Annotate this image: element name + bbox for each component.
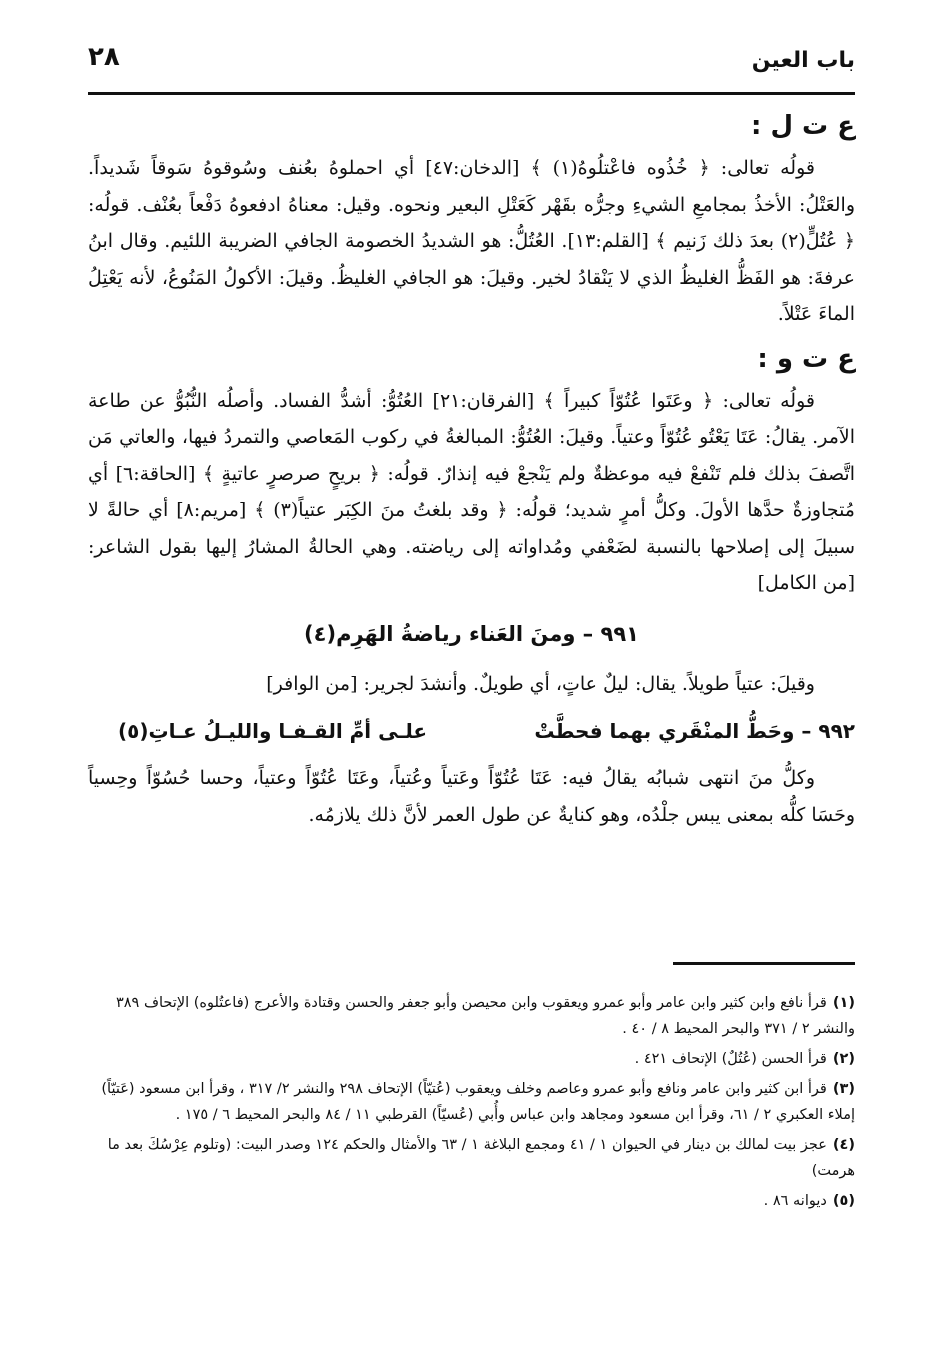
page-body (88, 100, 855, 833)
entry-paragraph-atl: قولُه تعالى: ﴿ خُذُوه فاعْتلُوهُ(١) ﴾ [الدخان:٤٧] أي احملوهُ بعُنف وسُوقوهُ سَوقاً شَديداً. والعَتْلُ: الأخذُ بمجامعِ الشيءِ وجرُّه بقَهْر كَعَتْلِ البعير ونحوه. وقيل: معناهُ ادفعوهُ دَفْعاً بعُنْف. قولُه: ﴿ عُتُلٍّ(٢) بعدَ ذلك زَنيم ﴾ [القلم:١٣]. العُتُلُّ: هو الشديدُ الخصومة الجافي الضريبة اللئيم. وقال ابنُ عرفةَ: هو الفَظُّ الغليظُ الذي لا يَنْقادُ لخير. وقيلَ: هو الجافي الغليظُ. وقيلَ: الأكولُ المَنُوعُ، لأنه يَعْتِلُ الماءَ عَتْلاً. (88, 157, 856, 325)
verse-991: ٩٩١ – ومنَ العَناء رياضةُ الهَرِم(٤) (304, 621, 639, 646)
verse-992 (88, 706, 855, 756)
footnote-text: قرأ الحسن (عُتُلٌ) الإتحاف ٤٢١ . (634, 1051, 827, 1067)
footnote-5 (88, 1188, 855, 1214)
footnote-4 (88, 1132, 855, 1184)
footnote-text: ديوانه ٨٦ . (763, 1193, 827, 1209)
footnotes (88, 990, 855, 1218)
footnote-number: (٤) (832, 1137, 855, 1153)
footnote-text: قرأ نافع وابن كثير وابن عامر وأبو عمرو ويعقوب وابن محيصن وأبو جعفر والحسن وقتادة والأعرج (فاعتُلوه) الإتحاف ٣٨٩ والنشر ٢ / ٣٧١ والبحر المحيط ٨ / ٤٠ . (115, 995, 855, 1037)
footnote-3 (88, 1076, 855, 1128)
page-number: ٢٨ (88, 42, 120, 72)
footnote-1 (88, 990, 855, 1042)
entry-paragraph-atw: قولُه تعالى: ﴿ وعَتَوا عُتُوّاً كبيراً ﴾ [الفرقان:٢١] العُتُوُّ: أشدُّ الفساد. وأصلُه النُّبُوُّ عن طاعة الآمر. يقالُ: عَتَا يَعْتُو عُتُوّاً وعتياً. وقيلَ: العُتُوُّ: المبالغةُ في ركوب المَعاصي والتمردُ فيها، والعاتي مَن اتَّصفَ بذلك فلم تَنْفعْ فيه موعظةٌ ولم يَنْجعْ فيه إنذارٌ. قولُه: ﴿ بريحٍ صرصرٍ عاتيةٍ ﴾ [الحاقة:٦] أي مُتجاوزةٌ حدَّها الأولَ. وكلُّ أمرٍ شديد؛ قولُه: ﴿ وقد بلغتُ منَ الكِبَر عتياً(٣) ﴾ [مريم:٨] أي حالةً لا سبيلَ إلى إصلاحها بالنسبة لضَعْفي ومُداواته إلى رياضته. وهي الحالةُ المشارُ إليها بقول الشاعر: [من الكامل] (88, 389, 855, 594)
root-heading-atl: ع ت ل : (751, 111, 855, 141)
footnote-number: (٢) (832, 1051, 855, 1067)
verse-992-hemistich-1: ٩٩٢ – وحَطُّ المنْقَري بهما فحطَّتْ (534, 719, 855, 743)
page-header (88, 40, 855, 95)
footnote-number: (١) (832, 995, 855, 1011)
footnote-text: قرأ ابن كثير وابن عامر ونافع وأبو عمرو وعاصم وخلف ويعقوب (عُتيّاً) الإتحاف ٢٩٨ والنشر ٢/ ٣١٧ ، وقرأ ابن مسعود (عَتيّاً) إملاء العكبري ٢ / ٦١، وقرأ ابن مسعود ومجاهد وابن عباس وأُبي (عُسيّاً) القرطبي ١١ / ٨٤ والبحر المحيط ٦ / ١٧٥ . (101, 1081, 855, 1123)
footnote-text: عجز بيت لمالك بن دينار في الحيوان ١ / ٤١ ومجمع البلاغة ١ / ٦٣ والأمثال والحكم ١٢٤ وصدر البيت: (وتلوم عِرْسُكَ بعد ما هرمت) (107, 1137, 855, 1179)
final-paragraph: وكلُّ منَ انتهى شبابُه يقالُ فيه: عَتَا عُتُوّاً وعَتياً وعُتياً، وعَتَا عُتُوّاً وعتياً، وحسا حُسُوّاً وحِسياً وحَسَا كلُّه بمعنى يبس جلْدُه، وهو كنايةٌ عن طول العمر لأنَّ ذلك يلازمُه. (88, 767, 855, 826)
root-heading-atw: ع ت و : (757, 343, 855, 374)
footnote-2 (88, 1046, 855, 1072)
running-title: باب العين (751, 48, 855, 73)
footnote-number: (٣) (832, 1081, 855, 1097)
verse-992-hemistich-2: علـى أمِّ القـفـا والليـلُ عـاتِ(٥) (118, 719, 428, 743)
footnote-separator (673, 962, 855, 965)
paragraph-after-verse-991: وقيلَ: عتياً طويلاً. يقال: ليلٌ عاتٍ، أي طويلٌ. وأنشدَ لجرير: [من الوافر] (266, 672, 815, 695)
footnote-number: (٥) (832, 1193, 855, 1209)
